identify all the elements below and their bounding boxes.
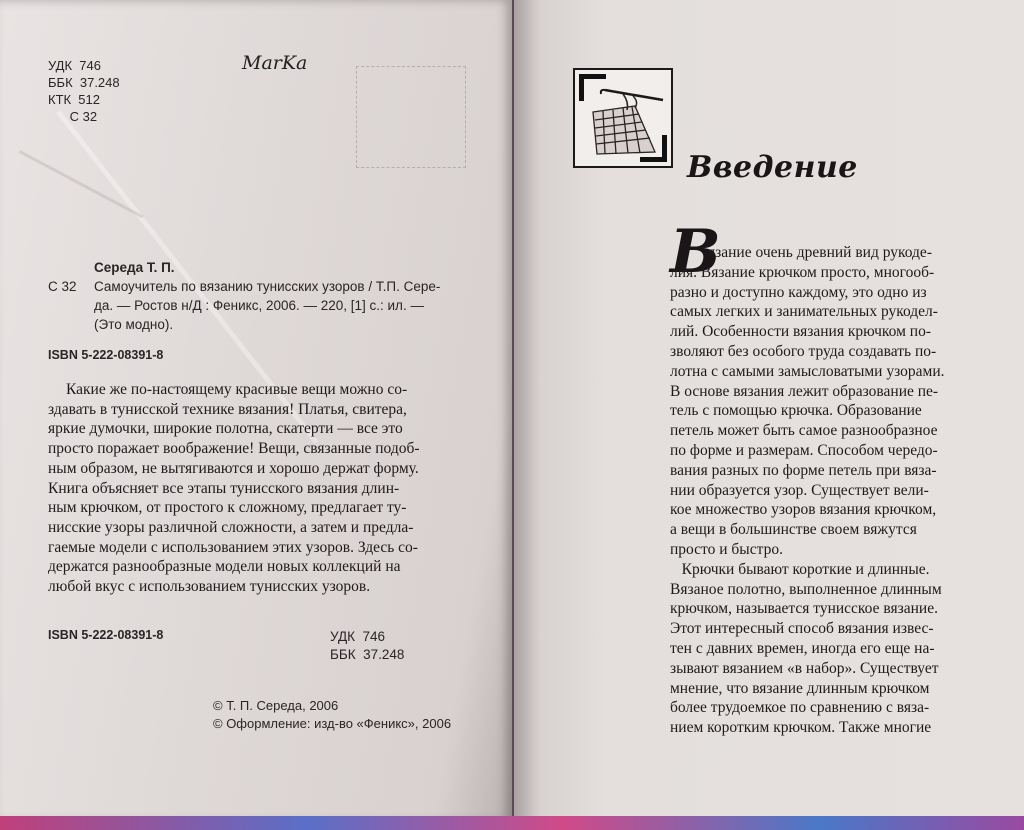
annotation-line: ным крючком, от простого к сложному, предлагает ту- (48, 499, 407, 517)
text-line: лий. Особенности вязания крючком по- (670, 323, 932, 341)
annotation (48, 380, 468, 597)
text-line: В основе вязания лежит образование пе- (670, 382, 939, 400)
text-line: тен с давних времен, иногда его еще на- (670, 639, 935, 657)
text-line: тель с помощью крючка. Образование (670, 402, 922, 420)
text-line: Крючки бывают короткие и длинные. (670, 560, 930, 578)
text-line: мнение, что вязание длинным крючком (670, 679, 930, 697)
annotation-line: яркие думочки, широкие полотна, скатерти — все это (48, 420, 403, 438)
text-line: вания разных по форме петель при вяза- (670, 461, 937, 479)
isbn-top: ISBN 5-222-08391-8 (48, 348, 164, 362)
book-edge (0, 816, 1024, 830)
text-line: петель может быть самое разнообразное (670, 422, 938, 440)
description-line: Самоучитель по вязанию тунисских узоров / Т.П. Сере- (94, 279, 441, 294)
catalog-code: С 32 (48, 279, 77, 294)
publisher-mark: MarKa (242, 52, 308, 74)
annotation-line: Какие же по-настоящему красивые вещи можно со- (66, 381, 408, 398)
annotation-line: ным образом, не вытягиваются и хорошо держат форму. (48, 459, 419, 477)
text-line: нием коротким крючком. Также многие (670, 719, 932, 737)
description-line: да. — Ростов н/Д : Феникс, 2006. — 220, [1] с.: ил. — (94, 298, 424, 313)
annotation-line: держатся разнообразные модели новых коллекций на (48, 558, 401, 576)
udk-code: УДК 746 (330, 629, 386, 644)
bbk-code: ББК 37.248 (330, 647, 405, 662)
knitting-swatch-icon (575, 70, 671, 166)
text-line: лотна с самыми замысловатыми узорами. (670, 362, 945, 380)
drop-cap: В (670, 217, 721, 287)
text-line: более трудоемкое по сравнению с вяза- (670, 699, 930, 717)
description-line: (Это модно). (94, 317, 174, 332)
udk-bbk-bottom (330, 628, 404, 664)
text-line: Этот интересный способ вязания извес- (670, 620, 934, 638)
text-line: крючком, называется тунисское вязание. (670, 600, 938, 618)
text-line: просто и быстро. (670, 540, 783, 558)
introduction-text (670, 243, 975, 738)
text-line: самых легких и занимательных рукодел- (670, 303, 938, 321)
annotation-line: просто поражает воображение! Вещи, связанные подоб- (48, 440, 420, 458)
bbk-code: ББК 37.248 (48, 75, 120, 90)
copyright-block (213, 697, 451, 733)
paper-crease (19, 150, 144, 218)
text-line: язание очень древний вид рукоде- (708, 244, 932, 261)
copyright-design: © Оформление: изд-во «Феникс», 2006 (213, 716, 452, 731)
text-line: нии образуется узор. Существует вели- (670, 481, 929, 499)
bibliographic-description (94, 277, 466, 334)
left-page (0, 0, 512, 822)
author-sign: С 32 (48, 109, 98, 124)
text-line: по форме и размерам. Способом чередо- (670, 441, 938, 459)
text-line: зывают вязанием «в набор». Существует (670, 659, 939, 677)
text-line: зволяют без особого труда создавать по- (670, 342, 937, 360)
ktk-code: КТК 512 (48, 92, 100, 107)
author-name: Середа Т. П. (94, 260, 175, 275)
udk-code: УДК 746 (48, 58, 101, 73)
crochet-hook-knitting-icon (573, 68, 673, 168)
page-title: Введение (687, 150, 858, 185)
stamp-box (356, 66, 466, 168)
isbn-bottom: ISBN 5-222-08391-8 (48, 628, 164, 642)
annotation-line: нисские узоры различной сложности, а затем и предла- (48, 518, 414, 536)
annotation-line: гаемые модели с использованием этих узоров. Здесь со- (48, 538, 418, 556)
copyright-author: © Т. П. Середа, 2006 (213, 698, 339, 713)
text-line: а вещи в большинстве своем вяжутся (670, 521, 917, 539)
text-line: кое множество узоров вязания крючком, (670, 501, 937, 519)
annotation-line: Книга объясняет все этапы тунисского вязания длин- (48, 479, 400, 497)
text-line: Вязаное полотно, выполненное длинным (670, 580, 942, 598)
text-line: разно и доступно каждому, это одно из (670, 283, 927, 301)
annotation-line: любой вкус с использованием тунисских узоров. (48, 578, 371, 596)
classification-codes (48, 57, 120, 125)
annotation-line: здавать в тунисской технике вязания! Платья, свитера, (48, 400, 407, 418)
text-line: лия. Вязание крючком просто, многооб- (670, 263, 935, 281)
